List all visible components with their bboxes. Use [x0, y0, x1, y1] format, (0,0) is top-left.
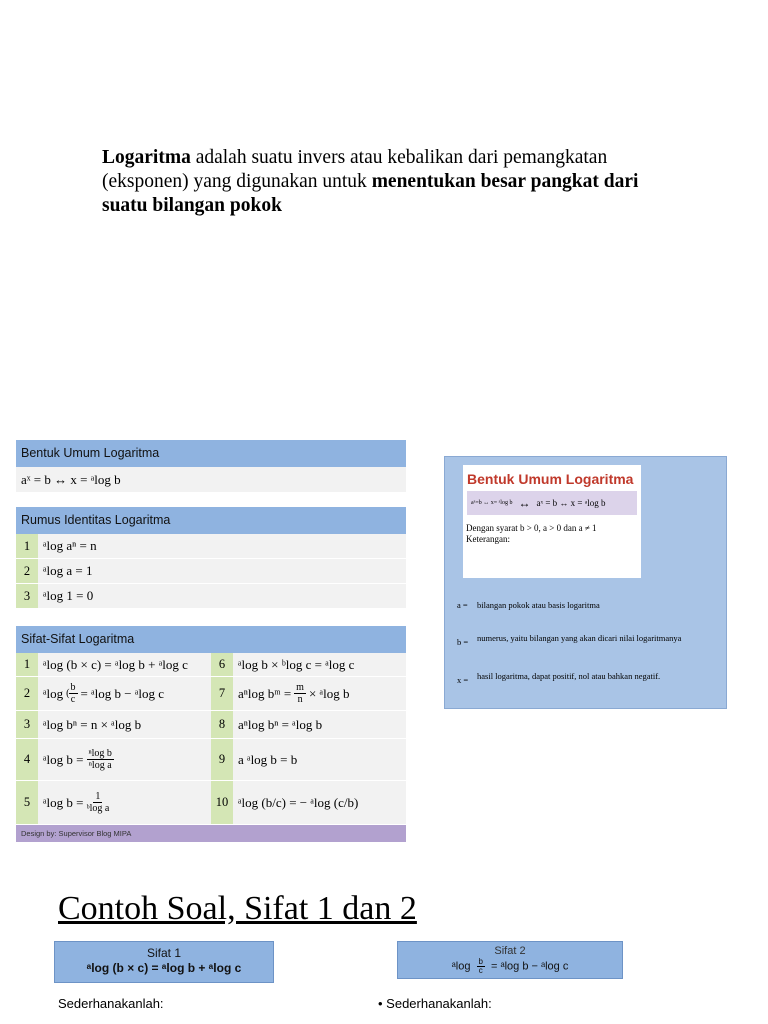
intro-text: adalah suatu invers atau kebalikan dari pemangkatan (eksponen) yang digunakan untuk	[102, 147, 608, 192]
formula-part: aⁿlog bᵐ =	[238, 685, 292, 701]
row-formula: ᵃlog bⁿ = n × ᵃlog b	[43, 716, 142, 732]
row-formula: ᵃlog (b/c) = − ᵃlog (c/b)	[238, 794, 359, 810]
denominator: c	[478, 966, 483, 975]
row-formula: ᵃlog 1 = 0	[43, 588, 94, 603]
row-formula	[38, 781, 211, 824]
row-number: 4	[16, 739, 38, 780]
table-row	[16, 559, 406, 584]
formula-part: = ᵃlog b − ᵃlog c	[491, 960, 569, 973]
row-number: 2	[16, 677, 38, 710]
bentuk-umum-header: Bentuk Umum Logaritma	[16, 440, 406, 467]
denominator: n	[297, 694, 303, 705]
numerator: b	[70, 682, 76, 693]
row-formula	[38, 739, 211, 780]
sifat2-box	[397, 941, 623, 979]
sifat2-title: Sifat 2	[494, 945, 526, 957]
row-formula	[233, 677, 406, 710]
table-row	[16, 584, 406, 609]
right-formula-bar	[467, 491, 637, 515]
table-row	[16, 653, 406, 677]
intro-term: Logaritma	[102, 147, 191, 168]
formula-part: = ᵃlog b − ᵃlog c	[80, 685, 165, 701]
table-row	[16, 739, 406, 781]
row-number: 1	[16, 653, 38, 676]
numerator: b	[478, 957, 483, 966]
definition-text: numerus, yaitu bilangan yang akan dicari nilai logaritmanya	[477, 633, 682, 643]
row-number: 3	[16, 711, 38, 738]
arrow-icon: ↔	[518, 495, 531, 510]
task1-label: Sederhanakanlah:	[58, 996, 164, 1011]
intro-bold-text: menentukan besar pangkat dari suatu bilangan pokok	[102, 171, 639, 216]
formula-left: aˣ=b ↔ x= ᵃlog b	[471, 500, 513, 506]
sifat-sifat-header: Sifat-Sifat Logaritma	[16, 626, 406, 653]
row-number: 2	[16, 559, 38, 583]
definition-b	[457, 633, 697, 647]
definition-label: x =	[457, 675, 469, 685]
fraction	[69, 682, 78, 705]
fraction	[87, 791, 110, 814]
condition-text: Dengan syarat b > 0, a > 0 dan a ≠ 1	[466, 523, 597, 533]
row-number: 9	[211, 739, 233, 780]
numerator: ⁿlog b	[88, 748, 112, 759]
row-formula: a ᵃlog b = b	[238, 751, 298, 767]
definition-x	[457, 671, 687, 685]
bentuk-umum-formula: aˣ = b ↔ x = ᵃlog b	[21, 471, 121, 487]
fraction	[294, 682, 306, 705]
right-inner-card	[463, 465, 641, 578]
row-formula: ᵃlog (b × c) = ᵃlog b + ᵃlog c	[43, 656, 188, 672]
sifat-sifat-panel	[16, 626, 406, 842]
row-number: 6	[211, 653, 233, 676]
fraction	[87, 748, 114, 771]
definition-label: a =	[457, 600, 468, 610]
bentuk-umum-panel	[16, 440, 406, 493]
sifat1-title: Sifat 1	[146, 946, 182, 960]
rumus-identitas-panel	[16, 507, 406, 609]
row-formula: ᵃlog aⁿ = n	[43, 538, 97, 553]
table-row	[16, 711, 406, 739]
formula-part: ᵃlog	[43, 685, 64, 701]
fraction	[477, 958, 485, 975]
definition-a	[457, 600, 707, 610]
row-formula	[38, 677, 211, 710]
row-number: 3	[16, 584, 38, 608]
row-number: 10	[211, 781, 233, 824]
numerator: 1	[95, 791, 101, 802]
right-info-box	[444, 456, 727, 709]
task2-label: • Sederhanakanlah:	[378, 996, 492, 1011]
table-row	[16, 781, 406, 825]
contoh-soal-heading: Contoh Soal, Sifat 1 dan 2	[58, 890, 417, 927]
rumus-identitas-header: Rumus Identitas Logaritma	[16, 507, 406, 534]
sifat1-box	[54, 941, 274, 983]
row-number: 7	[211, 677, 233, 710]
denominator: ⁿlog a	[88, 760, 112, 771]
sifat2-formula	[398, 958, 622, 975]
row-number: 8	[211, 711, 233, 738]
row-number: 5	[16, 781, 38, 824]
row-formula: ᵃlog a = 1	[43, 563, 93, 578]
formula-part: ᵃlog b =	[43, 794, 84, 810]
definition-text: hasil logaritma, dapat positif, nol atau bahkan negatif.	[477, 671, 661, 681]
definition-text: bilangan pokok atau basis logaritma	[477, 600, 600, 610]
intro-paragraph	[102, 146, 682, 218]
formula-part: × ᵃlog b	[308, 685, 350, 701]
fraction: (	[66, 688, 70, 699]
table-row	[16, 677, 406, 711]
definition-label: b =	[457, 637, 469, 647]
formula-part: ᵃlog b =	[43, 751, 84, 767]
row-formula: aⁿlog bⁿ = ᵃlog b	[238, 716, 323, 732]
numerator: m	[296, 682, 304, 693]
denominator: c	[70, 694, 76, 705]
row-formula: ᵃlog b × ᵇlog c = ᵃlog c	[238, 656, 355, 672]
row-number: 1	[16, 534, 38, 558]
bentuk-umum-row	[16, 467, 406, 493]
denominator: ᵇlog a	[86, 803, 110, 814]
right-title: Bentuk Umum Logaritma	[467, 471, 634, 487]
formula-right: aˣ = b ↔ x = ᵃlog b	[536, 498, 606, 508]
design-credit: Design by: Supervisor Blog MIPA	[16, 825, 406, 842]
keterangan-label: Keterangan:	[466, 534, 510, 544]
sifat1-formula: ᵃlog (b × c) = ᵃlog b + ᵃlog c	[86, 961, 242, 975]
formula-part: ᵃlog	[451, 960, 471, 973]
table-row	[16, 534, 406, 559]
